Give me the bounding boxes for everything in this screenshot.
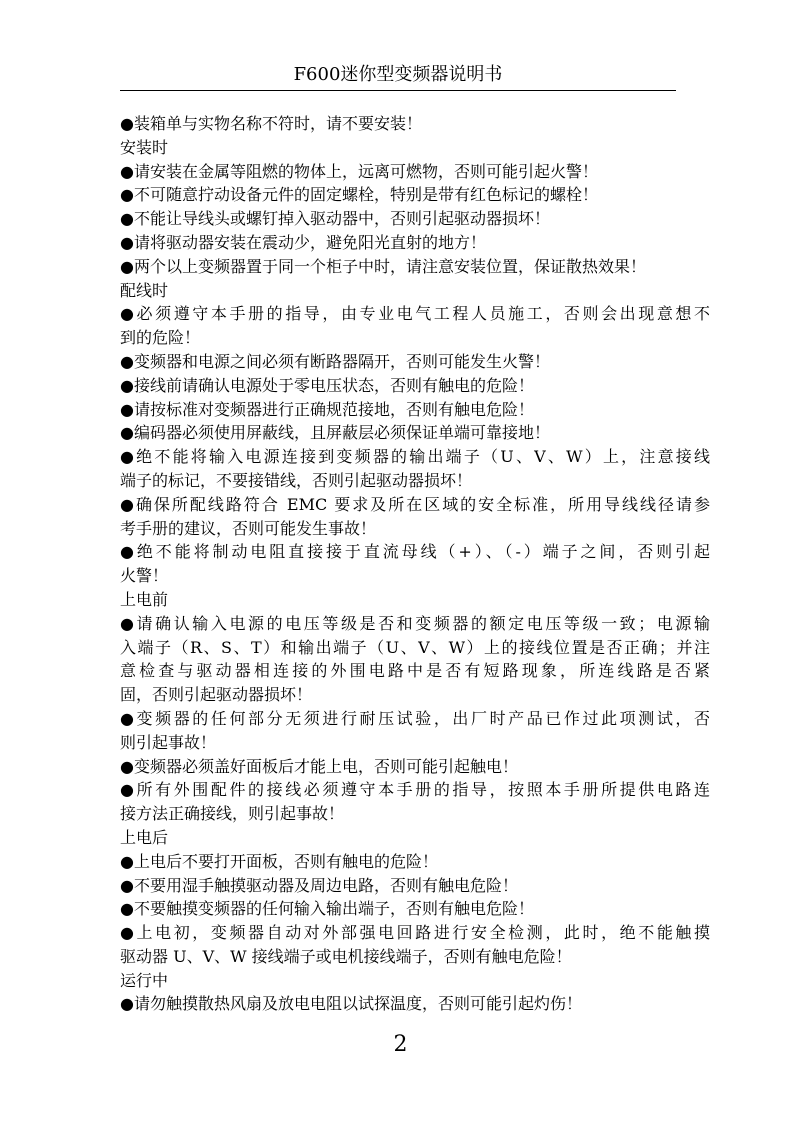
text-line: ●编码器必须使用屏蔽线，且屏蔽层必须保证单端可靠接地！	[120, 423, 550, 443]
text-line: ●绝不能将输入电源连接到变频器的输出端子（U、V、W）上，注意接线	[120, 447, 710, 467]
text-line: ●请将驱动器安装在震动少，避免阳光直射的地方！	[120, 232, 486, 252]
text-line: ●不要触摸变频器的任何输入输出端子，否则有触电危险！	[120, 899, 534, 919]
text-line: 火警！	[120, 566, 169, 586]
text-line: ●不可随意拧动设备元件的固定螺栓，特别是带有红色标记的螺栓！	[120, 185, 598, 205]
text-line: 端子的标记，不要接错线，否则引起驱动器损坏！	[120, 470, 473, 490]
text-line: ●上电初，变频器自动对外部强电回路进行安全检测，此时，绝不能触摸	[120, 923, 710, 943]
text-line: 考手册的建议，否则可能发生事故！	[120, 518, 377, 538]
text-line: ●变频器和电源之间必须有断路器隔开，否则可能发生火警！	[120, 351, 550, 371]
text-line: ●不能让导线头或螺钉掉入驱动器中，否则引起驱动器损坏！	[120, 209, 550, 229]
text-line: ●不要用湿手触摸驱动器及周边电路，否则有触电危险！	[120, 875, 518, 895]
header-title: F600迷你型变频器说明书	[293, 64, 503, 85]
text-line: 入端子（R、S、T）和输出端子（U、V、W）上的接线位置是否正确；并注	[120, 637, 710, 657]
text-line: 接方法正确接线，则引起事故！	[120, 804, 345, 824]
text-line: 驱动器 U、V、W 接线端子或电机接线端子，否则有触电危险！	[120, 946, 572, 966]
text-line: ●绝不能将制动电阻直接接于直流母线（+）、（-）端子之间，否则引起	[120, 542, 710, 562]
text-line: ●请按标准对变频器进行正确规范接地，否则有触电危险！	[120, 399, 534, 419]
text-line: ●请安装在金属等阻燃的物体上，远离可燃物，否则可能引起火警！	[120, 161, 598, 181]
text-line: ●所有外围配件的接线必须遵守本手册的指导，按照本手册所提供电路连	[120, 780, 710, 800]
text-line: 到的危险！	[120, 328, 201, 348]
text-line: ●请确认输入电源的电压等级是否和变频器的额定电压等级一致；电源输	[120, 613, 710, 633]
page-number: 2	[393, 1032, 408, 1057]
section-heading: 运行中	[120, 970, 169, 990]
text-line: 意检查与驱动器相连接的外围电路中是否有短路现象，所连线路是否紧	[120, 661, 710, 681]
document-body	[120, 112, 710, 1016]
text-line: ●变频器必须盖好面板后才能上电，否则可能引起触电！	[120, 756, 518, 776]
text-line: ●变频器的任何部分无须进行耐压试验，出厂时产品已作过此项测试，否	[120, 708, 710, 728]
text-line: ●接线前请确认电源处于零电压状态，否则有触电的危险！	[120, 375, 534, 395]
text-line: ●请勿触摸散热风扇及放电电阻以试探温度，否则可能引起灼伤！	[120, 994, 582, 1014]
section-heading: 上电前	[120, 589, 169, 609]
section-heading: 安装时	[120, 137, 169, 157]
text-line: ●装箱单与实物名称不符时，请不要安装！	[120, 114, 422, 133]
text-line: ●必须遵守本手册的指导，由专业电气工程人员施工，否则会出现意想不	[120, 304, 710, 324]
text-line: ●确保所配线路符合 EMC 要求及所在区域的安全标准，所用导线线径请参	[120, 494, 710, 514]
page-header	[120, 62, 676, 91]
text-line: 则引起事故！	[120, 732, 217, 752]
text-line: ●两个以上变频器置于同一个柜子中时，请注意安装位置，保证散热效果！	[120, 256, 646, 276]
section-heading: 上电后	[120, 827, 169, 847]
text-line: 固，否则引起驱动器损坏！	[120, 685, 313, 705]
text-line: ●上电后不要打开面板，否则有触电的危险！	[120, 851, 438, 871]
section-heading: 配线时	[120, 280, 169, 300]
